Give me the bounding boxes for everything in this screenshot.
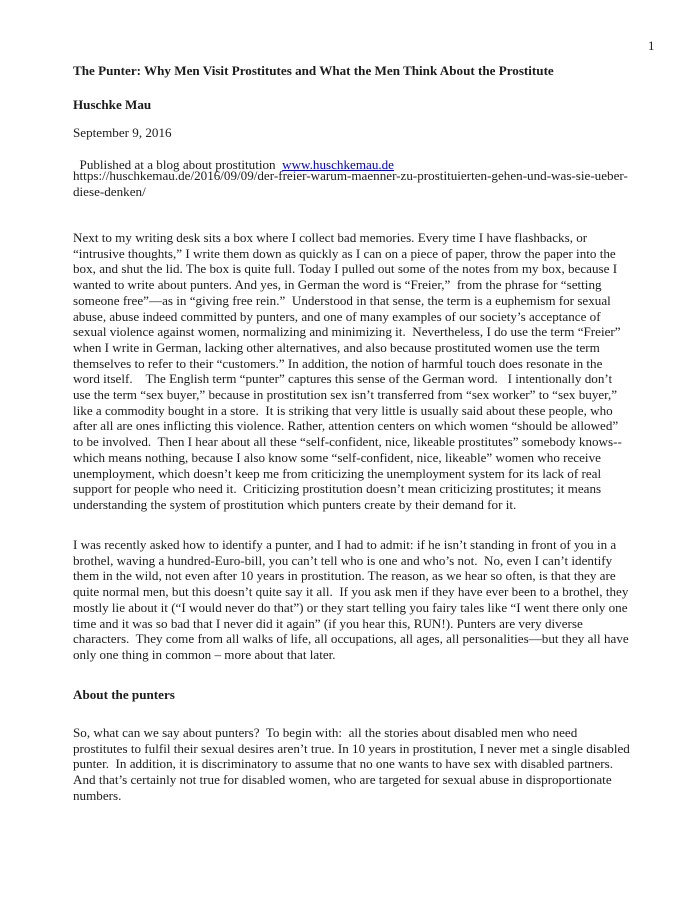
text-line: “intrusive thoughts,” I write them down as quickly as I can on a piece of paper, throw the paper into the <box>73 245 616 261</box>
text-line: And that’s certainly not true for disabled women, who are targeted for sexual abuse in disproportionate <box>73 772 612 788</box>
text-line: brothel, waving a hundred-Euro-bill, you can’t tell who is one and who’s not. No, even I can’t identify <box>73 552 613 568</box>
text-line: like a commodity bought in a store. It is striking that very little is usually said about these people, who <box>73 402 613 418</box>
text-line: prostitutes to fulfil their sexual desires aren’t true. In 10 years in prostitution, I never met a single disabled <box>73 740 630 756</box>
text-line: use the term “sex buyer,” because in prostitution sex isn’t transferred from “sex worker” to “sex buyer,” <box>73 387 618 403</box>
text-line: someone free”—as in “giving free rein.” Understood in that sense, the term is a euphemism for sexual <box>73 292 611 308</box>
paragraph-1 <box>73 230 663 513</box>
text-line: https://huschkemau.de/2016/09/09/der-freier-warum-maenner-zu-prostituierten-gehen-und-was-sie-ueber- <box>73 168 628 183</box>
text-line: quite normal men, but this doesn’t quite say it all. If you ask men if they have ever been to a brothel, they <box>73 584 629 600</box>
text-line: diese-denken/ <box>73 183 146 199</box>
text-line: unemployment, which doesn’t keep me from criticizing the unemployment system for its lack of real <box>73 465 602 481</box>
text-line: box, and shut the lid. The box is quite full. Today I pulled out some of the notes from my box, because I <box>73 261 618 277</box>
text-line: I was recently asked how to identify a punter, and I had to admit: if he isn’t standing in front of you in a <box>73 537 617 552</box>
text-line: support for people who need it. Criticizing prostitution doesn’t mean criticizing prostitutes; it means <box>73 481 602 497</box>
text-line: which means nothing, because I also know some “self-confident, nice, likeable” women who receive <box>73 449 601 465</box>
text-line: after all are ones inflicting this violence. Rather, attention centers on which women “should be allowed” <box>73 418 619 434</box>
text-line: So, what can we say about punters? To begin with: all the stories about disabled men who need <box>73 725 578 740</box>
text-line: numbers. <box>73 787 122 803</box>
text-line: characters. They come from all walks of life, all occupations, all ages, all personalities—but they all have <box>73 631 629 647</box>
source-url <box>73 168 663 199</box>
text-line: when I write in German, lacking other alternatives, and also because prostituted women use the term <box>73 339 600 355</box>
text-line: time and it was so bad that I never did it again” (if you hear this, RUN!). Punters are very diverse <box>73 615 583 631</box>
text-line: Next to my writing desk sits a box where I collect bad memories. Every time I have flashbacks, or <box>73 230 588 245</box>
publication-date: September 9, 2016 <box>73 125 172 140</box>
text-line: sexual violence against women, normalizing and minimizing it. Nevertheless, I do use the term “Freier” <box>73 324 621 340</box>
text-line: themselves to refer to their “customers.” In addition, the notion of harmful touch does resonate in the <box>73 355 603 371</box>
text-line: punter. In addition, it is discriminatory to assume that no one wants to have sex with disabled partners. <box>73 756 614 772</box>
text-line: abuse, abuse indeed committed by punters, and one of many examples of our society’s acceptance of <box>73 308 601 324</box>
article-title: The Punter: Why Men Visit Prostitutes and What the Men Think About the Prostitute <box>73 63 554 78</box>
paragraph-2 <box>73 537 663 663</box>
author-name: Huschke Mau <box>73 97 152 112</box>
blog-hyperlink[interactable]: www.huschkemau.de <box>282 156 394 172</box>
text-line: them in the wild, not even after 10 years in prostitution. The reason, as we hear so often, is that they are <box>73 568 616 584</box>
page-number: 1 <box>648 38 655 53</box>
text-line: only one thing in common – more about that later. <box>73 646 336 662</box>
text-line: understanding the system of prostitution which punters create by their demand for it. <box>73 496 517 512</box>
text-line: wanted to write about punters. And yes, in German the word is “Freier,” from the phrase for “setting <box>73 277 602 293</box>
paragraph-3 <box>73 725 663 804</box>
published-note: Published at a blog about prostitution <box>79 156 283 172</box>
section-heading: About the punters <box>73 687 175 702</box>
text-line: word itself. The English term “punter” captures this sense of the German word. I intentionally don’t <box>73 371 613 387</box>
text-line: to be involved. Then I hear about all these “self-confident, nice, likeable prostitutes” somebody knows-- <box>73 434 622 450</box>
text-line: mostly lie about it (“I would never do that”) or they start telling you fairy tales like “I went there only one <box>73 599 628 615</box>
